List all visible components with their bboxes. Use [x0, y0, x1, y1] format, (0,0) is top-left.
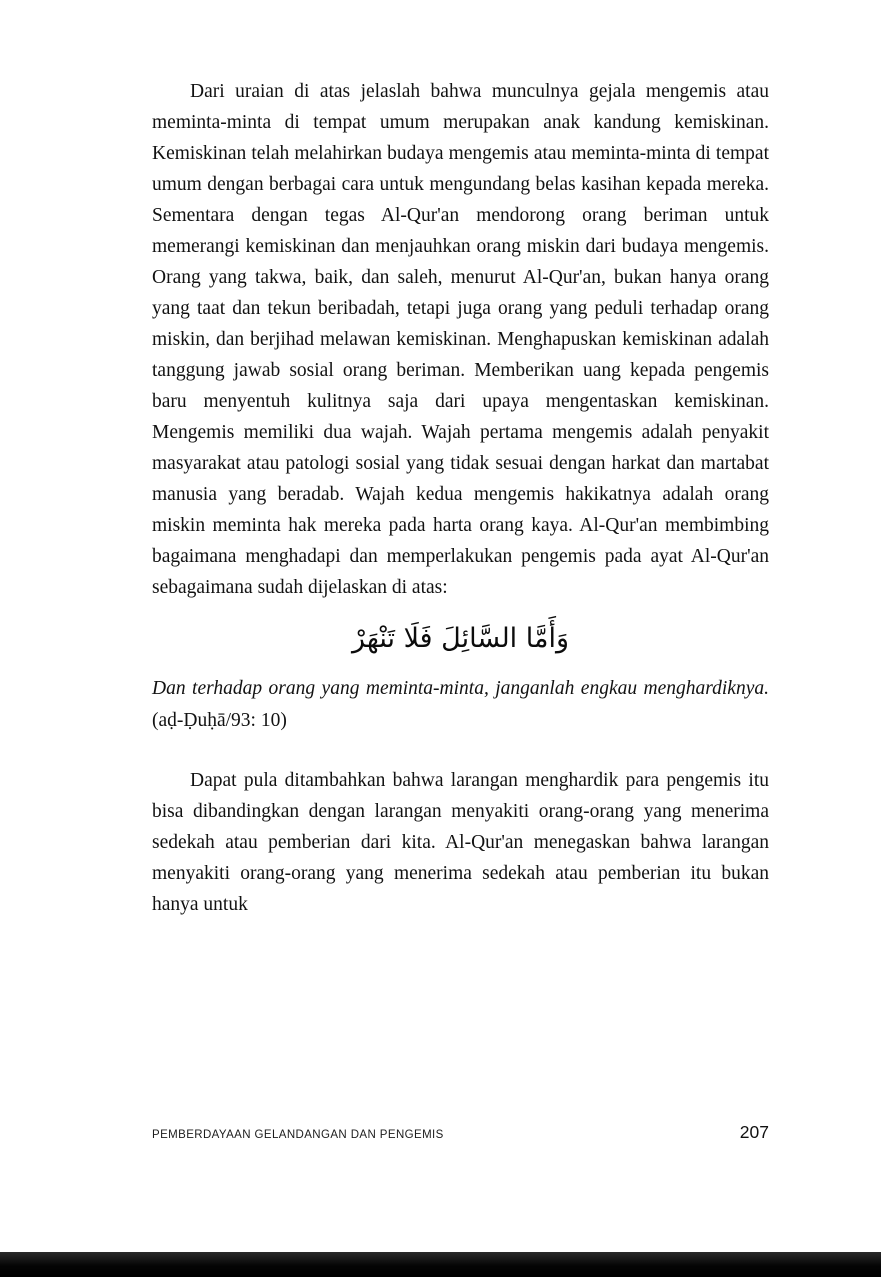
running-title: PEMBERDAYAAN GELANDANGAN DAN PENGEMIS — [152, 1129, 444, 1141]
verse-translation — [152, 673, 769, 737]
page-content — [152, 76, 769, 920]
arabic-verse: وَأَمَّا السَّائِلَ فَلَا تَنْهَرْ — [351, 623, 569, 654]
paragraph-2: Dapat pula ditambahkan bahwa larangan menghardik para pengemis itu bisa dibandingkan dengan larangan menyakiti orang-orang yang menerima sedekah atau pemberian dari kita. Al-Qur'an menegaskan bahwa larangan menyakiti orang-orang yang menerima sedekah atau pemberian itu bukan hanya untuk — [152, 770, 769, 915]
paragraph-1: Dari uraian di atas jelaslah bahwa munculnya gejala mengemis atau meminta-minta di tempat umum merupakan anak kandung kemiskinan. Kemiskinan telah melahirkan budaya mengemis atau meminta-minta di tempat umum dengan berbagai cara untuk mengundang belas kasihan kepada mereka. Sementara dengan tegas Al-Qur'an mendorong orang beriman untuk memerangi kemiskinan dan menjauhkan orang miskin dari budaya mengemis. Orang yang takwa, baik, dan saleh, menurut Al-Qur'an, bukan hanya orang yang taat dan tekun beribadah, tetapi juga orang yang peduli terhadap orang miskin, dan berjihad melawan kemiskinan. Menghapuskan kemiskinan adalah tanggung jawab sosial orang beriman. Memberikan uang kepada pengemis baru menyentuh kulitnya saja dari upaya mengentaskan kemiskinan. Mengemis memiliki dua wajah. Wajah pertama mengemis adalah penyakit masyarakat atau patologi sosial yang tidak sesuai dengan harkat dan martabat manusia yang beradab. Wajah kedua mengemis hakikatnya adalah orang miskin meminta hak mereka pada harta orang kaya. Al-Qur'an membimbing bagaimana menghadapi dan memperlakukan pengemis pada ayat Al-Qur'an sebagaimana sudah dijelaskan di atas: — [152, 81, 769, 598]
translation-italic-text: Dan terhadap orang yang meminta-minta, janganlah engkau menghardiknya. — [152, 678, 769, 699]
page-bottom-edge-bar — [0, 1252, 881, 1277]
page-number: 207 — [739, 1122, 769, 1142]
verse-citation: (aḍ-Ḍuḥā/93: 10) — [152, 710, 287, 731]
page-footer — [152, 1122, 769, 1143]
